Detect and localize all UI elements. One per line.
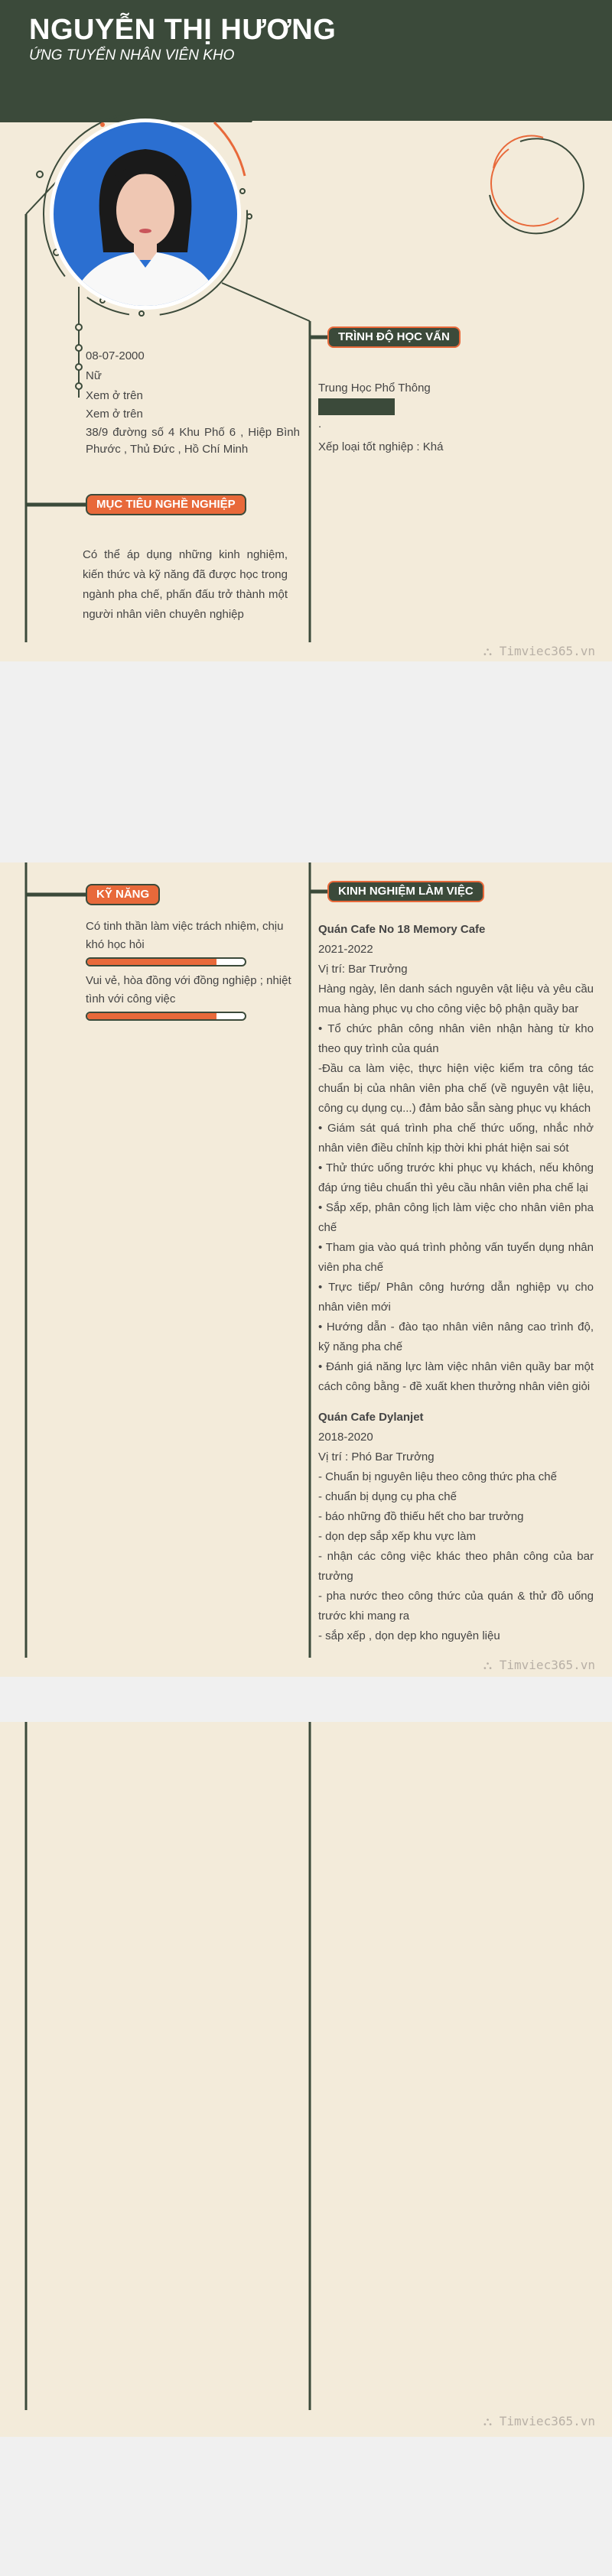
watermark: ⛬ Timviec365.vn — [483, 2414, 595, 2428]
skill-1-fill — [87, 959, 216, 965]
job-1-line: • Tham gia vào quá trình phỏng vấn tuyển dụng nhân viên pha chế — [318, 1241, 594, 1274]
job-1-line: • Sắp xếp, phân công lịch làm việc cho nhân viên pha chế — [318, 1201, 594, 1234]
email: Xem ở trên — [86, 408, 143, 421]
cv-page-3 — [0, 1722, 612, 2437]
job-1-line: • Giám sát quá trình pha chế thức uống, nhắc nhở nhân viên điều chỉnh kịp thời khi phát hiện sai sót — [318, 1122, 594, 1155]
experience-list — [318, 920, 594, 1646]
skill-1-label: Có tinh thần làm việc trách nhiệm, chịu khó học hỏi — [86, 920, 284, 951]
job-2-line: - Chuẩn bị nguyên liệu theo công thức pha chế — [318, 1470, 557, 1483]
job-1-line: • Thử thức uống trước khi phục vụ khách, nếu không đáp ứng tiêu chuẩn thì yêu cầu nhân viên pha chế lại — [318, 1161, 594, 1194]
objective-title: MỤC TIÊU NGHỀ NGHIỆP — [86, 494, 246, 515]
objective-text: Có thể áp dụng những kinh nghiệm, kiến thức và kỹ năng đã được học trong ngành pha chế, phấn đấu trở thành một người nhân viên chuyên nghiệp — [83, 548, 288, 621]
job-2-line: - nhận các công việc khác theo phân công của bar trưởng — [318, 1550, 594, 1583]
job-1-line: • Tổ chức phân công nhân viên nhận hàng từ kho theo quy trình của quán — [318, 1022, 594, 1055]
skill-2-label: Vui vẻ, hòa đồng với đồng nghiệp ; nhiệt tình với công việc — [86, 974, 291, 1005]
gender: Nữ — [86, 369, 102, 382]
job-2-line: - pha nước theo công thức của quán & thử đồ uống trước khi mang ra — [318, 1590, 594, 1623]
experience-title: KINH NGHIỆM LÀM VIỆC — [327, 881, 484, 902]
skills-title: KỸ NĂNG — [86, 884, 160, 905]
skill-2-fill — [87, 1013, 216, 1019]
job-1-line: • Hướng dẫn - đào tạo nhân viên nâng cao trình độ, kỹ năng pha chế — [318, 1320, 594, 1353]
watermark: ⛬ Timviec365.vn — [483, 1658, 595, 1672]
decor-lines-3 — [0, 1722, 612, 2437]
job-2-company: Quán Cafe Dylanjet — [318, 1411, 424, 1424]
education-redacted-bar — [318, 398, 395, 415]
job-1-line: Hàng ngày, lên danh sách nguyên vật liệu và yêu cầu mua hàng phục vụ cho công việc bộ phận quầy bar — [318, 983, 594, 1015]
candidate-name: NGUYỄN THỊ HƯƠNG — [29, 14, 337, 46]
watermark: ⛬ Timviec365.vn — [483, 644, 595, 658]
education-school: Trung Học Phổ Thông — [318, 382, 431, 395]
address: 38/9 đường số 4 Khu Phố 6 , Hiệp Bình Phước , Thủ Đức , Hồ Chí Minh — [86, 426, 300, 456]
cv-page-2 — [0, 862, 612, 1677]
job-1-line: • Đánh giá năng lực làm việc nhân viên quầy bar một cách công bằng - đề xuất khen thưởng nhân viên giỏi — [318, 1360, 594, 1393]
job-2-period: 2018-2020 — [318, 1431, 373, 1444]
education-grade: Xếp loại tốt nghiệp : Khá — [318, 440, 444, 453]
job-1-role: Vị trí: Bar Trưởng — [318, 963, 408, 976]
candidate-position: ỨNG TUYỂN NHÂN VIÊN KHO — [29, 47, 235, 63]
job-1-line: • Trực tiếp/ Phân công hướng dẫn nghiệp vụ cho nhân viên mới — [318, 1281, 594, 1314]
job-2-line: - dọn dẹp sắp xếp khu vực làm — [318, 1530, 476, 1543]
dob: 08-07-2000 — [86, 349, 145, 362]
job-1-line: -Đầu ca làm việc, thực hiện việc kiểm tra công tác chuẩn bị của nhân viên pha chế (về nguyên vật liệu, công cụ dụng cụ...) đảm bảo sẵn sàng phục vụ khách — [318, 1062, 594, 1115]
profile-photo — [54, 122, 237, 306]
job-1-period: 2021-2022 — [318, 943, 373, 956]
skill-2-bar — [86, 1012, 246, 1021]
job-2-line: - chuẩn bị dụng cụ pha chế — [318, 1490, 457, 1503]
job-2-line: - báo những đồ thiếu hết cho bar trưởng — [318, 1510, 524, 1523]
job-2-role: Vị trí : Phó Bar Trưởng — [318, 1450, 435, 1463]
skill-1-bar — [86, 957, 246, 966]
job-2-line: - sắp xếp , dọn dẹp kho nguyên liệu — [318, 1629, 500, 1642]
phone: Xem ở trên — [86, 389, 143, 402]
education-dot: . — [318, 417, 322, 430]
job-1-company: Quán Cafe No 18 Memory Cafe — [318, 923, 486, 936]
cv-page-1 — [0, 0, 612, 661]
education-title: TRÌNH ĐỘ HỌC VẤN — [327, 326, 461, 348]
